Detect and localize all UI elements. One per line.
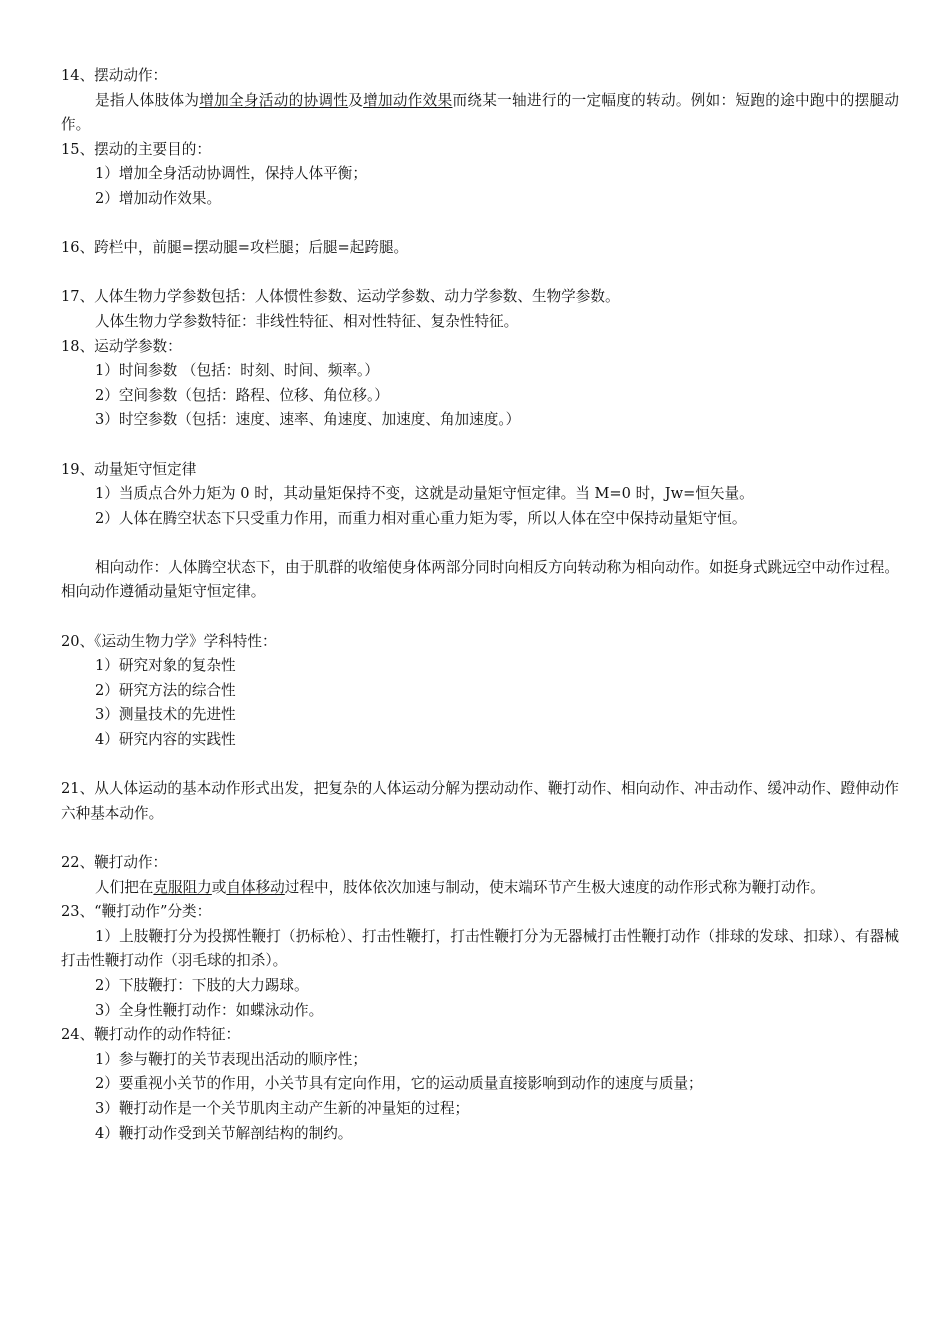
- spacer: [61, 433, 899, 458]
- spacer: [61, 212, 899, 237]
- section-19-heading: 19、动量矩守恒定律: [61, 460, 197, 478]
- section-14-heading: 14、摆动动作：: [61, 67, 168, 84]
- section-18-heading: 18、运动学参数：: [61, 337, 182, 355]
- spacer: [61, 605, 899, 630]
- list-item: 2）增加动作效果。: [95, 189, 222, 207]
- list-item: 2）下肢鞭打：下肢的大力踢球。: [95, 976, 309, 994]
- underlined-term: 增加动作效果: [363, 91, 453, 109]
- underlined-term: 增加全身活动的协调性: [199, 91, 349, 109]
- text-run: 是指人体肢体为: [95, 91, 200, 109]
- section-21-text: 21、从人体运动的基本动作形式出发，把复杂的人体运动分解为摆动动作、鞭打动作、相向动作、冲击动作、缓冲动作、蹬伸动作六种基本动作。: [61, 780, 899, 822]
- list-item: 1）时间参数 （包括：时刻、时间、频率。）: [95, 362, 379, 380]
- section-14-definition: [61, 89, 899, 138]
- spacer: [61, 753, 899, 778]
- list-item: 1）增加全身活动协调性，保持人体平衡；: [95, 165, 367, 183]
- list-item: 1）上肢鞭打分为投掷性鞭打（扔标枪）、打击性鞭打，打击性鞭打分为无器械打击性鞭打动作（排球的发球、扣球）、有器械打击性鞭打动作（羽毛球的扣杀）。: [61, 927, 899, 970]
- text-run: 或: [211, 878, 227, 896]
- list-item: 1）研究对象的复杂性: [95, 657, 236, 675]
- section-20-heading: 20、《运动生物力学》学科特性：: [61, 632, 277, 650]
- text-run: 而绕某一轴进行的一定幅度的转动。例如：短跑的途中跑中的摆腿动作。: [61, 91, 899, 134]
- spacer: [61, 826, 899, 851]
- text-run: 人们把在: [95, 878, 154, 896]
- list-item: 3）全身性鞭打动作：如蝶泳动作。: [95, 1001, 324, 1019]
- list-item: 2）研究方法的综合性: [95, 681, 236, 699]
- list-item: 3）鞭打动作是一个关节肌肉主动产生新的冲量矩的过程；: [95, 1099, 470, 1117]
- section-17-text: 17、人体生物力学参数包括：人体惯性参数、运动学参数、动力学参数、生物学参数。: [61, 288, 620, 306]
- underlined-term: 自体移动: [226, 878, 285, 896]
- spacer: [61, 261, 899, 286]
- list-item: 2）要重视小关节的作用，小关节具有定向作用，它的运动质量直接影响到动作的速度与质量；: [95, 1075, 703, 1093]
- section-19-paragraph: 相向动作：人体腾空状态下，由于肌群的收缩使身体两部分同时向相反方向转动称为相向动作。如挺身式跳远空中动作过程。相向动作遵循动量矩守恒定律。: [61, 558, 899, 601]
- spacer: [61, 531, 899, 556]
- section-22-heading: 22、鞭打动作：: [61, 854, 168, 871]
- list-item: 4）鞭打动作受到关节解剖结构的制约。: [95, 1124, 353, 1142]
- section-22-definition: [61, 876, 899, 901]
- section-15-heading: 15、摆动的主要目的：: [61, 140, 211, 158]
- list-item: 2）人体在腾空状态下只受重力作用，而重力相对重心重力矩为零，所以人体在空中保持动量矩守恒。: [95, 509, 747, 527]
- section-24-heading: 24、鞭打动作的动作特征：: [61, 1026, 241, 1044]
- text-run: 过程中，肢体依次加速与制动，使末端环节产生极大速度的动作形式称为鞭打动作。: [284, 878, 825, 896]
- document-page: [61, 64, 899, 1146]
- list-item: 1）当质点合外力矩为 0 时，其动量矩保持不变，这就是动量矩守恒定律。当 M=0 时，Jw=恒矢量。: [95, 485, 754, 503]
- list-item: 4）研究内容的实践性: [95, 731, 236, 749]
- list-item: 1）参与鞭打的关节表现出活动的顺序性；: [95, 1050, 367, 1068]
- section-17-sub: 人体生物力学参数特征：非线性特征、相对性特征、复杂性特征。: [95, 312, 519, 330]
- list-item: 2）空间参数（包括：路程、位移、角位移。）: [95, 386, 389, 404]
- text-run: 及: [348, 91, 364, 109]
- underlined-term: 克服阻力: [153, 878, 212, 896]
- section-16-text: 16、跨栏中，前腿=摆动腿=攻栏腿；后腿=起跨腿。: [61, 239, 409, 257]
- section-23-heading: 23、“鞭打动作”分类：: [61, 903, 212, 921]
- list-item: 3）时空参数（包括：速度、速率、角速度、加速度、角加速度。）: [95, 411, 521, 429]
- list-item: 3）测量技术的先进性: [95, 706, 236, 724]
